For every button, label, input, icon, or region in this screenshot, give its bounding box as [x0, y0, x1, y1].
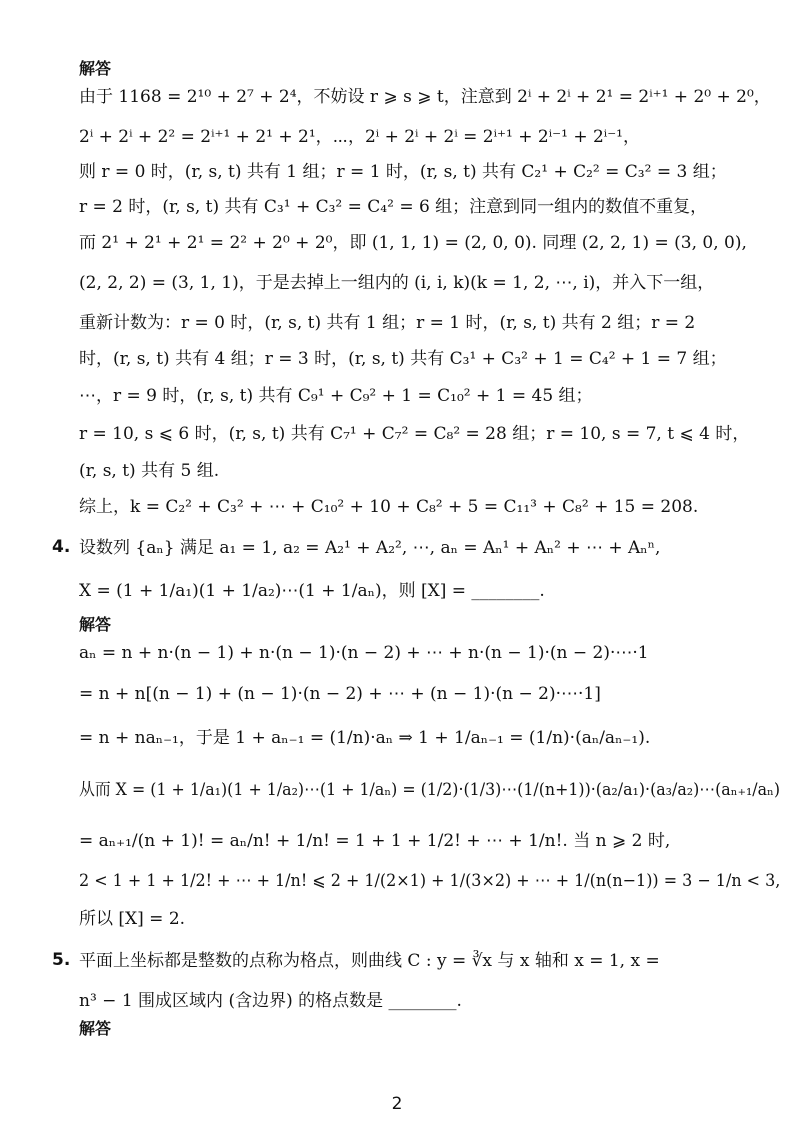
solution-line: 从而 X = (1 + 1/a₁)(1 + 1/a₂)⋯(1 + 1/aₙ) = (1/2)·(1/3)⋯(1/(n+1))·(a₂/a₁)·(a₃/a₂)⋯(aₙ₊₁/aₙ): [79, 780, 781, 800]
section-heading: 解答: [79, 59, 112, 78]
text-line: 则 r = 0 时，(r, s, t) 共有 1 组；r = 1 时，(r, s, t) 共有 C₂¹ + C₂² = C₃² = 3 组；: [79, 162, 727, 182]
text-line: ⋯，r = 9 时，(r, s, t) 共有 C₉¹ + C₉² + 1 = C₁₀² + 1 = 45 组；: [79, 386, 593, 406]
text-line: 2ⁱ + 2ⁱ + 2² = 2ⁱ⁺¹ + 2¹ + 2¹，⋯，2ⁱ + 2ⁱ + 2ⁱ = 2ⁱ⁺¹ + 2ⁱ⁻¹ + 2ⁱ⁻¹，: [79, 127, 640, 147]
solution-line: 2 < 1 + 1 + 1/2! + ⋯ + 1/n! ⩽ 2 + 1/(2×1) + 1/(3×2) + ⋯ + 1/(n(n−1)) = 3 − 1/n < 3,: [79, 871, 781, 891]
problem-statement-line: 平面上坐标都是整数的点称为格点，则曲线 C : y = ∛x 与 x 轴和 x = 1, x =: [79, 951, 660, 971]
solution-line: 所以 [X] = 2.: [79, 909, 186, 929]
section-heading: 解答: [79, 615, 112, 634]
text-line: (r, s, t) 共有 5 组.: [79, 461, 220, 481]
text-line: 综上，k = C₂² + C₃² + ⋯ + C₁₀² + 10 + C₈² + 5 = C₁₁³ + C₈² + 15 = 208.: [79, 497, 699, 517]
problem-number: 5.: [52, 950, 71, 970]
problem-statement-line: X = (1 + 1/a₁)(1 + 1/a₂)⋯(1 + 1/aₙ)，则 [X] = ________.: [79, 581, 545, 601]
text-line: r = 10, s ⩽ 6 时，(r, s, t) 共有 C₇¹ + C₇² = C₈² = 28 组；r = 10, s = 7, t ⩽ 4 时，: [79, 424, 750, 444]
solution-line: = n + naₙ₋₁，于是 1 + aₙ₋₁ = (1/n)·aₙ ⇒ 1 + 1/aₙ₋₁ = (1/n)·(aₙ/aₙ₋₁).: [79, 728, 651, 748]
page-number: 2: [391, 1094, 403, 1114]
text-line: 而 2¹ + 2¹ + 2¹ = 2² + 2⁰ + 2⁰，即 (1, 1, 1) = (2, 0, 0). 同理 (2, 2, 1) = (3, 0, 0),: [79, 233, 747, 253]
text-line: (2, 2, 2) = (3, 1, 1)，于是去掉上一组内的 (i, i, k)(k = 1, 2, ⋯, i)，并入下一组，: [79, 273, 715, 293]
text-line: 重新计数为：r = 0 时，(r, s, t) 共有 1 组；r = 1 时，(r, s, t) 共有 2 组；r = 2: [79, 313, 696, 333]
solution-line: = n + n[(n − 1) + (n − 1)·(n − 2) + ⋯ + (n − 1)·(n − 2)·⋯·1]: [79, 684, 601, 704]
problem-number: 4.: [52, 537, 71, 557]
solution-line: aₙ = n + n·(n − 1) + n·(n − 1)·(n − 2) + ⋯ + n·(n − 1)·(n − 2)·⋯·1: [79, 643, 649, 663]
text-line: 由于 1168 = 2¹⁰ + 2⁷ + 2⁴，不妨设 r ⩾ s ⩾ t，注意到 2ⁱ + 2ⁱ + 2¹ = 2ⁱ⁺¹ + 2⁰ + 2⁰，: [79, 87, 771, 107]
solution-line: = aₙ₊₁/(n + 1)! = aₙ/n! + 1/n! = 1 + 1 + 1/2! + ⋯ + 1/n!. 当 n ⩾ 2 时,: [79, 831, 671, 851]
problem-statement-line: n³ − 1 围成区域内 (含边界) 的格点数是 ________.: [79, 991, 462, 1011]
text-line: 时，(r, s, t) 共有 4 组；r = 3 时，(r, s, t) 共有 C₃¹ + C₃² + 1 = C₄² + 1 = 7 组；: [79, 349, 727, 369]
problem-statement-line: 设数列 {aₙ} 满足 a₁ = 1, a₂ = A₂¹ + A₂², ⋯, aₙ = Aₙ¹ + Aₙ² + ⋯ + Aₙⁿ,: [79, 538, 661, 558]
section-heading: 解答: [79, 1019, 112, 1038]
text-line: r = 2 时，(r, s, t) 共有 C₃¹ + C₃² = C₄² = 6 组；注意到同一组内的数值不重复，: [79, 197, 708, 217]
